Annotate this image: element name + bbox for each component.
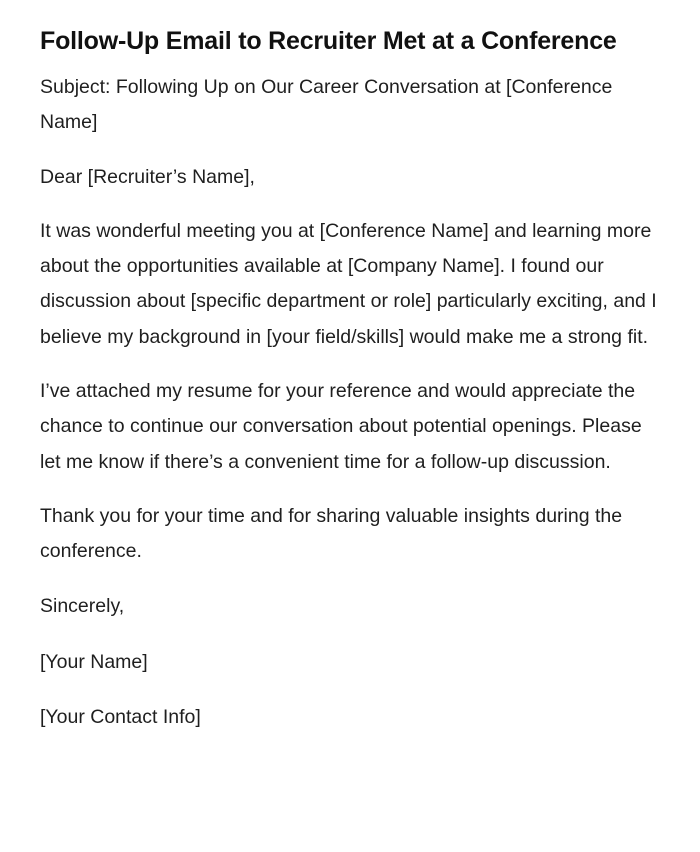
email-paragraph-3: Thank you for your time and for sharing valuable insights during the conference. bbox=[40, 504, 623, 563]
email-paragraph-2: I’ve attached my resume for your reference and would appreciate the chance to continue our conversation about potential openings. Please let me know if there’s a convenient time for a follow-up discussion. bbox=[40, 380, 642, 473]
email-closing: Sincerely, bbox=[40, 594, 125, 617]
email-paragraph-1: It was wonderful meeting you at [Conference Name] and learning more about the opportunities available at [Company Name]. I found our discussion about [specific department or role] particularly exciting, and I believe my background in [your field/skills] would make me a strong fit. bbox=[40, 219, 657, 348]
email-salutation: Dear [Recruiter’s Name], bbox=[40, 165, 255, 188]
email-subject: Subject: Following Up on Our Career Conversation at [Conference Name] bbox=[40, 76, 613, 134]
signature-name: [Your Name] bbox=[40, 650, 148, 673]
signature-contact-info: [Your Contact Info] bbox=[40, 706, 201, 729]
page-title: Follow-Up Email to Recruiter Met at a Conference bbox=[40, 27, 617, 55]
